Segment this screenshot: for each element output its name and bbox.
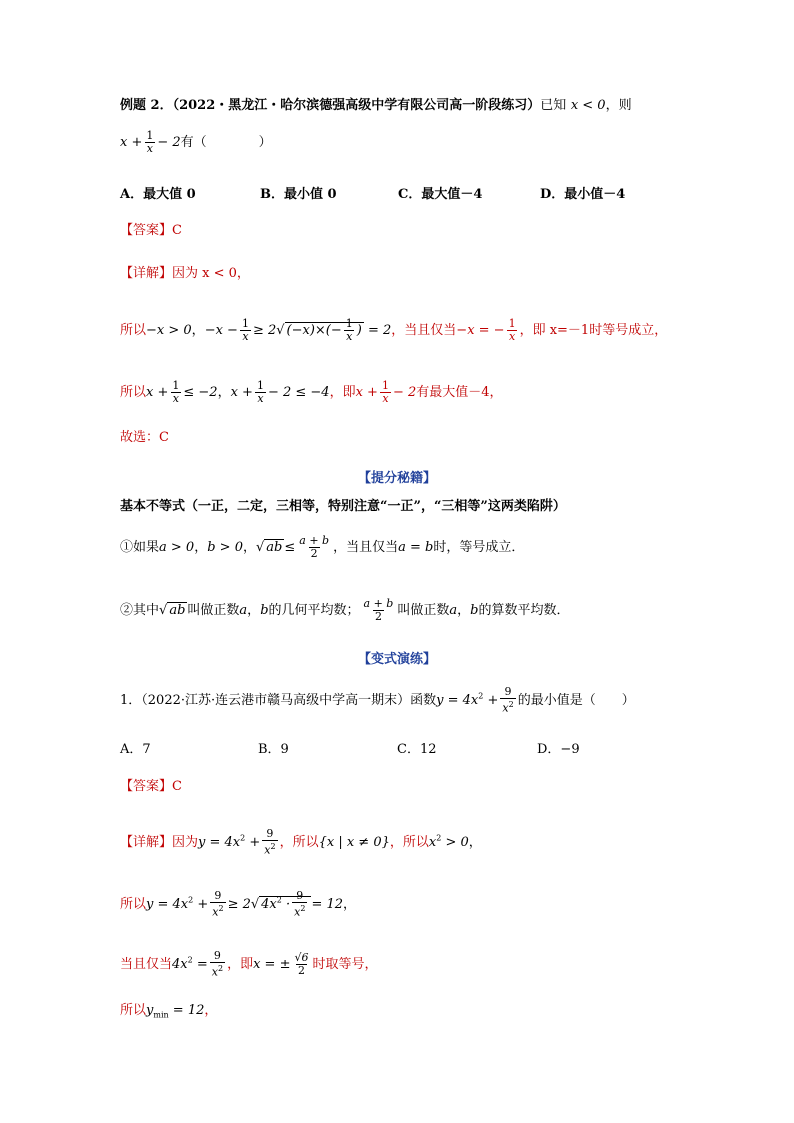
detail-mid-3: ，即: [329, 385, 356, 400]
example-answer: [120, 222, 182, 240]
practice-option-c: C．12: [397, 742, 437, 757]
option-c: C．最大值－4: [398, 187, 483, 202]
practice-q-stem: 函数: [410, 692, 437, 708]
practice-answer: [120, 778, 182, 796]
practice-question: 1．（2022·江苏·连云港市赣马高级中学高一期末）函数$y = 4x^2$ + $\frac{9}{x^2}$ 的最小值是（ ）: [120, 685, 635, 715]
tips-intro: 基本不等式（一正，二定，三相等，特别注意“一正”，“三相等”这两类陷阱）: [120, 499, 566, 514]
example-expr-tail: 有（ ）: [180, 135, 272, 150]
practice-detail-3: 当且仅当$4x^2$ = $\frac{9}{x^2}$ ，即x = ± $\frac{√6}{2}$ 时取等号，: [120, 949, 378, 979]
option-d: D．最小值－4: [540, 187, 626, 202]
option-b: B．最小值 0: [260, 187, 337, 202]
tips-item2-mid3: 叫做正数: [397, 603, 450, 618]
tips-title: 【提分秘籍】: [357, 471, 436, 486]
example-label: 例题 2．: [120, 98, 173, 113]
tips-item1-pre: ①如果: [120, 540, 160, 555]
tips-item1-post: ，当且仅当: [333, 540, 399, 555]
example-heading: [120, 97, 632, 115]
practice-detail-1: 【详解】因为$y = 4x^2$ + $\frac{9}{x^2}$ ，所以{x | x ≠ 0}，所以$x^2 > 0$，: [120, 827, 482, 857]
example-expression: x + $\frac{1}{x}$ − 2有（ ）: [120, 129, 272, 155]
practice-d3-tail: 时取等号，: [312, 956, 378, 972]
example-then: ，则: [605, 98, 632, 113]
answer-value: C: [172, 223, 182, 238]
detail-tail-2: ，即 x=－1时等号成立，: [519, 323, 668, 338]
tips-item2-pre: ②其中: [120, 603, 160, 618]
detail-tail-3: 有最大值－4，: [416, 385, 503, 400]
practice-d4-pre: 所以: [120, 1003, 147, 1018]
practice-q-tail: 的最小值是（ ）: [517, 692, 635, 708]
practice-d1-mid: ，所以: [279, 834, 319, 850]
tips-item-1: ①如果a > 0，b > 0，√ ab ≤ $\frac{a + b}{2}$ ，当且仅当a = b时，等号成立．: [120, 534, 525, 560]
practice-answer-value: C: [172, 779, 182, 794]
detail-line-3: 所以x + $\frac{1}{x}$ ≤ −2，x + $\frac{1}{x}$ − 2 ≤ −4，即x + $\frac{1}{x}$ − 2有最大值－4，: [120, 379, 503, 405]
example-conclusion: 故选：C: [120, 430, 169, 445]
example-stem: 已知: [540, 98, 567, 113]
detail-line-1: [120, 265, 250, 283]
tips-item-2: ②其中√ ab 叫做正数a，b的几何平均数； $\frac{a + b}{2}$ 叫做正数a，b的算数平均数．: [120, 597, 570, 623]
practice-d4-tail: ，: [204, 1003, 218, 1018]
practice-option-b: B．9: [258, 742, 289, 757]
practice-d2-pre: 所以: [120, 896, 147, 912]
detail-eq-2: = 2: [367, 323, 392, 338]
example-condition: x < 0: [570, 98, 606, 113]
practice-d1-pre: 因为: [172, 834, 199, 850]
tips-item2-tail: 的算数平均数．: [478, 603, 570, 618]
practice-d3-mid: ，即: [227, 956, 254, 972]
practice-d3-pre: 当且仅当: [120, 956, 173, 972]
option-a: A．最大值 0: [120, 187, 196, 202]
practice-d1-mid2: ，所以: [389, 834, 429, 850]
practice-detail-tag: 【详解】: [120, 834, 173, 850]
practice-answer-tag: 【答案】: [120, 779, 173, 794]
answer-tag: 【答案】: [120, 223, 173, 238]
tips-item2-mid: 叫做正数: [187, 603, 240, 618]
tips-item1-tail: 时，等号成立．: [433, 540, 525, 555]
detail-tag: 【详解】: [120, 266, 173, 281]
tips-item2-mid2: 的几何平均数；: [268, 603, 360, 618]
detail-post-2: ，当且仅当: [391, 323, 457, 338]
practice-detail-4: 所以$y_{min} = 12$，: [120, 1003, 218, 1020]
practice-q-source: （2022·江苏·连云港市赣马高级中学高一期末）: [141, 692, 411, 708]
practice-option-a: A．7: [120, 742, 151, 757]
practice-q-num: 1．: [120, 692, 142, 708]
detail-line-2: 所以−x > 0，−x − $\frac{1}{x}$ ≥ 2√ (−x)×(− $\frac{1}{x}$ ) = 2，当且仅当−x = − $\frac{1}{x}$ ，即 x=－1时等号成立，: [120, 317, 668, 343]
practice-title: 【变式演练】: [357, 652, 436, 667]
example-source: （2022・黑龙江・哈尔滨德强高级中学有限公司高一阶段练习）: [172, 98, 541, 113]
detail-pre-2: 所以: [120, 323, 147, 338]
detail-pre-3: 所以: [120, 385, 147, 400]
practice-detail-2: 所以$y = 4x^2$ + $\frac{9}{x^2}$ ≥ 2√ $4x^2$ · $\frac{9}{x^2}$ = 12，: [120, 889, 357, 919]
practice-option-d: D．−9: [537, 742, 580, 757]
detail-text-1: 因为 x < 0，: [172, 266, 250, 281]
